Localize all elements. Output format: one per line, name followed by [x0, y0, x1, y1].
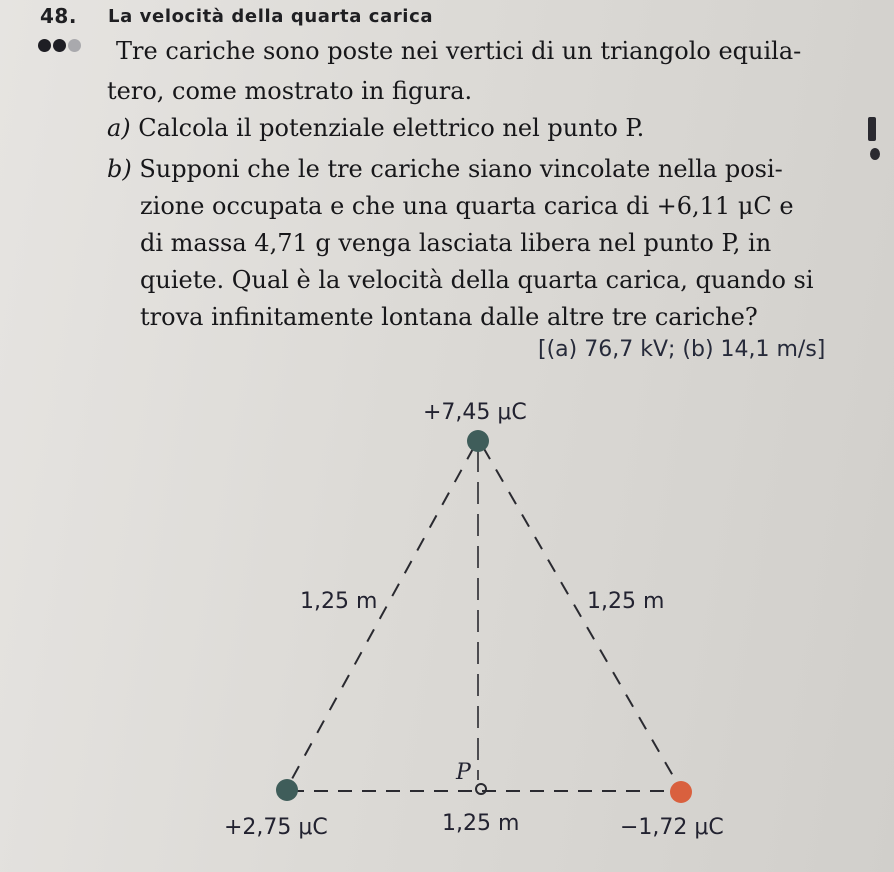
left-side-label: 1,25 m — [300, 589, 378, 614]
part-b-line-4: quiete. Qual è la velocità della quarta carica, quando si — [140, 266, 814, 294]
part-a-text: Calcola il potenziale elettrico nel punto P. — [130, 114, 645, 142]
answer-key: [(a) 76,7 kV; (b) 14,1 m/s] — [538, 337, 826, 362]
part-a-mark: a) — [107, 114, 131, 142]
point-p-label: P — [456, 760, 471, 785]
part-b-text-1: Supponi che le tre cariche siano vincolate nella posi- — [131, 155, 783, 183]
point-p-marker — [476, 784, 486, 794]
top-charge — [467, 430, 489, 452]
base-label: 1,25 m — [442, 811, 520, 836]
part-b-line-5: trova infinitamente lontana dalle altre tre cariche? — [140, 303, 758, 331]
right-charge — [670, 781, 692, 803]
right-side-line — [483, 447, 680, 788]
part-b-line-3: di massa 4,71 g venga lasciata libera nel punto P, in — [140, 229, 772, 257]
right-charge-label: −1,72 μC — [620, 815, 724, 840]
statement-line-1: Tre cariche sono poste nei vertici di un triangolo equila- — [116, 37, 802, 65]
part-b-line-2: zione occupata e che una quarta carica di +6,11 μC e — [140, 192, 794, 220]
top-charge-label: +7,45 μC — [423, 400, 527, 425]
left-charge — [276, 779, 298, 801]
problem-title: La velocità della quarta carica — [108, 6, 434, 27]
problem-number: 48. — [40, 4, 77, 28]
left-charge-label: +2,75 μC — [224, 815, 328, 840]
right-side-label: 1,25 m — [587, 589, 665, 614]
left-side-line — [287, 447, 474, 788]
part-b-mark: b) — [107, 155, 132, 183]
statement-line-2: tero, come mostrato in figura. — [107, 77, 473, 105]
